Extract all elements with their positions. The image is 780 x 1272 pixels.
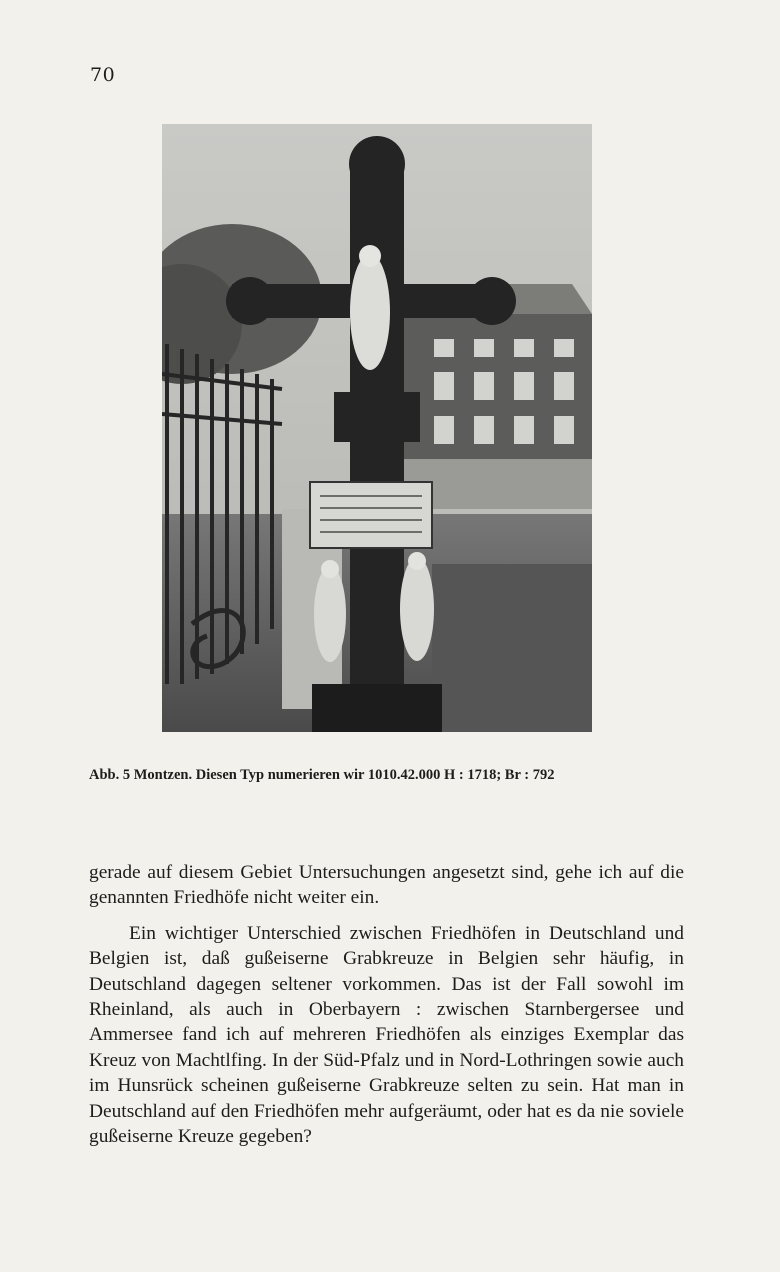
paragraph-2: Ein wichtiger Unterschied zwischen Friedhöfen in Deutschland und Belgien ist, daß gußeiserne Grabkreuze in Belgien sehr häufig, in Deutschland dagegen seltener vorkommen. Das ist der Fall sowohl im Rheinland, als auch in Oberbayern : zwischen Starnbergersee und Ammersee fand ich auf mehreren Friedhöfen als einziges Exemplar das Kreuz von Machtlfing. In der Süd-Pfalz und in Nord-Lothringen sowie auch im Hunsrück scheinen gußeiserne Grabkreuze selten zu sein. Hat man in Deutschland auf den Friedhöfen mehr aufgeräumt, oder hat es da nie soviele gußeiserne Kreuze gegeben? — [89, 922, 684, 1148]
figure-caption: Abb. 5 Montzen. Diesen Typ numerieren wir 1010.42.000 H : 1718; Br : 792 — [89, 767, 555, 783]
page-number: 70 — [90, 64, 116, 86]
body-text — [89, 860, 684, 1149]
grave-cross-image — [162, 124, 592, 732]
paragraph-1: gerade auf diesem Gebiet Untersuchungen angesetzt sind, gehe ich auf die genannten Friedhöfe nicht weiter ein. — [89, 862, 684, 909]
photograph-grave-cross — [162, 124, 592, 732]
